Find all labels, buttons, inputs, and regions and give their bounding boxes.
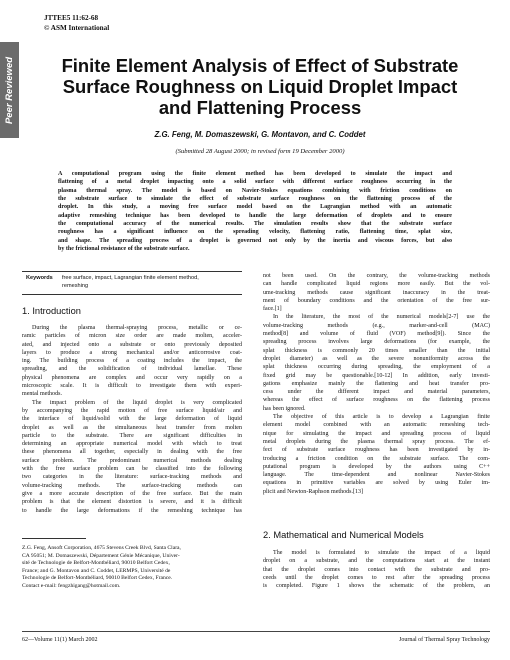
text-line: splat thickness occurring during spreading, the employment of a	[263, 364, 490, 371]
text-line: The objective of this article is to develop a Lagrangian finite	[273, 414, 490, 421]
text-line: give a more accurate description of the free surface. But the main	[22, 490, 242, 497]
text-line: not been used. On the contrary, the volume-tracking methods	[263, 273, 490, 279]
text-line: can handle complicated liquid regions more easily. But the vol-	[263, 281, 490, 288]
abstract	[58, 170, 452, 253]
text-line: that the droplet comes into contact with the substrate and pro-	[263, 566, 490, 573]
text-line: to handle the large deformations if the remeshing technique has	[22, 507, 242, 514]
text-line: droplet as well as the simultaneous heat transfer from molten	[22, 424, 242, 431]
text-line: ume-tracking methods cause significant inaccuracy in the treat-	[263, 289, 490, 296]
text-line: nique for simulating the impact and spreading process of liquid	[263, 430, 490, 437]
paper-title	[40, 55, 480, 118]
journal-header	[44, 14, 109, 33]
keywords-text	[62, 275, 240, 290]
author-affiliations	[22, 545, 242, 591]
text-line: the interface of liquid/solid with the large deformation of liquid	[22, 416, 242, 423]
text-line: layers to produce a strong mechanical and/or anticorrosive coat-	[22, 349, 242, 356]
abstract-line: adaptive remeshing technique has been developed to handle the large deformation of droplets and to ensure	[58, 212, 452, 219]
text-line: ramic particles of micron size order are made molten, acceler-	[22, 333, 242, 340]
text-line: face.[1]	[263, 306, 282, 313]
footer-journal-name: Journal of Thermal Spray Technology	[398, 637, 490, 643]
text-line: has been ignored.	[263, 405, 306, 412]
text-line: ated, and injected onto a substrate or onto previously deposited	[22, 341, 242, 348]
text-line: mental methods.	[22, 391, 62, 398]
text-line: cess under the different impact and material parameters,	[263, 389, 490, 396]
abstract-line: the substrate surface to simulate the effect of substrate surface roughness on the flattening process of the	[58, 196, 452, 203]
title-line: Finite Element Analysis of Effect of Substrate	[61, 55, 459, 76]
peer-reviewed-label: Peer Reviewed	[4, 56, 16, 124]
text-line: particle to the substrate. There are significant difficulties in	[22, 432, 242, 439]
abstract-line: plasma thermal spray. The model is based on Navier-Stokes equations combining with friction conditions on	[58, 187, 452, 194]
keywords-line: free surface, impact, Lagrangian finite element method,	[62, 275, 199, 281]
section-heading-introduction: 1. Introduction	[22, 306, 81, 316]
text-line: metal droplets during the plasma thermal spray process. The ef-	[263, 438, 490, 445]
right-column-text-continued	[263, 549, 490, 590]
text-line: splat thickness is commonly 20 times smaller than the initial	[263, 347, 490, 354]
title-line: and Flattening Process	[158, 97, 362, 118]
abstract-line: A computational program using the finite element method has been developed to simulate the impact and	[58, 171, 452, 177]
text-line: fect of substrate surface roughness has been investigated by in-	[263, 447, 490, 454]
text-line: microscopic scale. It is difficult to investigate them with experi-	[22, 383, 242, 390]
text-line: surface problem. The predominant numerical methods dealing	[22, 457, 242, 464]
text-line: putational program is developed by the authors using C++	[263, 463, 490, 470]
text-line: spreading, and the solidification of individual lamellae. These	[22, 366, 242, 373]
footnote-line: Z.G. Feng, Ansoft Corporation, 4675 Stevens Creek Blvd, Santa Clara,	[22, 545, 181, 551]
text-line: volume-tracking methods. The surface-tracking methods can	[22, 482, 242, 489]
left-column-text	[22, 324, 242, 515]
text-line: whereas the effect of surface roughness on the flattening process	[263, 397, 490, 404]
text-line: plicit and Newton-Raphson methods.[13]	[263, 488, 364, 495]
text-line: with the free surface problem can be classified into the following	[22, 466, 242, 473]
text-line: droplet on a substrate, and the computations start at the instant	[263, 558, 490, 565]
text-line: spreading process involves large deformations (for example, the	[263, 339, 490, 346]
text-line: volume-tracking methods (e.g., marker-and-cell (MAC)	[263, 322, 490, 329]
text-line: physical phenomena are complex and occur very rapidly on a	[22, 374, 242, 381]
submission-dates: (Submitted 28 August 2000; in revised form 19 December 2000)	[175, 148, 345, 155]
text-line: is completed. Figure 1 shows the schematic of the problem, an	[263, 583, 490, 590]
text-line: The impact problem of the liquid droplet is very complicated	[32, 399, 242, 406]
text-line: ing. The building process of a coating includes the impact, the	[22, 358, 242, 365]
text-line: problem is that the element distortion is severe, and it is difficult	[22, 499, 242, 506]
footnote-divider	[22, 538, 86, 539]
text-line: ment of boundary conditions and the orientation of the free sur-	[263, 297, 490, 304]
text-line: In the literature, the most of the numerical models[2-7] use the	[273, 314, 490, 321]
keywords-label: Keywords	[26, 275, 53, 281]
copyright-notice: © ASM International	[44, 23, 110, 32]
text-line: equations in primitive variables are solved by using Euler im-	[263, 480, 490, 487]
footer-volume-info: 62—Volume 11(1) March 2002	[22, 637, 98, 643]
text-line: two categories in the literature: surface-tracking methods and	[22, 474, 242, 481]
abstract-line: flattening of a metal droplet impacting onto a solid surface with different surface roughness occurring in the	[58, 179, 452, 186]
footnote-line: CA 95051; M. Domaszewski, Département Génie Mécanique, Univer-	[22, 552, 180, 559]
text-line: ceeds until the droplet comes to rest after the spreading process	[263, 574, 490, 581]
text-line: language. The time-dependent and nonlinear Navier-Stokes	[263, 472, 490, 479]
abstract-line: and shape. The spreading process of a droplet is governed not only by the inertia and viscous forces, but also	[58, 237, 452, 244]
abstract-line: the computational accuracy of the numerical results. The simulation results show that the substrate surface	[58, 221, 452, 228]
text-line: troducing a friction condition on the substrate surface. The com-	[263, 455, 490, 462]
keywords-box	[22, 271, 242, 295]
text-line: element model combined with an automatic remeshing tech-	[263, 422, 490, 429]
footnote-line: Technologie de Belfort-Montbéliard, 90010 Belfort Cedex, France.	[22, 575, 173, 582]
abstract-line: roughness has a significant influence on the spreading velocity, flattening ratio, flattening time, splat size,	[58, 229, 452, 236]
peer-reviewed-strip	[0, 42, 19, 138]
footnote-line: France; and G. Montavon and C. Coddet, LERMPS, Université de	[22, 567, 171, 574]
keywords-line: remeshing	[62, 282, 89, 289]
text-line: these phenomena all together, especially in dealing with the free	[22, 449, 242, 456]
right-column-text	[263, 272, 490, 496]
contact-email: Contact e-mail: fengzhigang@hotmail.com.	[22, 582, 121, 589]
abstract-line: droplet. In this study, a moving free surface model based on the Lagrangian method with an automatic	[58, 204, 452, 211]
journal-reference: JTTEE5 11:62-68	[44, 14, 99, 22]
text-line: determining an appropriate numerical model with which to treat	[22, 441, 242, 448]
section-heading-models: 2. Mathematical and Numerical Models	[263, 530, 424, 540]
abstract-line: by the frictional resistance of the substrate surface.	[58, 246, 190, 253]
text-line: The model is formulated to simulate the impact of a liquid	[273, 550, 490, 556]
text-line: gations emphasize mainly the flattening and heat transfer pro-	[263, 380, 490, 387]
text-line: by accompanying the rapid motion of free surface liquid/air and	[22, 407, 242, 414]
author-list: Z.G. Feng, M. Domaszewski, G. Montavon, and C. Coddet	[154, 130, 366, 139]
text-line: droplet diameter) as well as the severe nonuniformity across the	[263, 355, 490, 362]
title-line: Surface Roughness on Liquid Droplet Impact	[62, 76, 458, 97]
footer-divider	[22, 631, 490, 632]
footnote-line: sité de Technologie de Belfort-Montbéliard, 90010 Belfort Cedex,	[22, 560, 170, 567]
text-line: fixed grid may be questionable.[10-12] In addition, early investi-	[263, 372, 490, 379]
text-line: method[8] and volume of fluid (VOF) method[9]). Since the	[263, 331, 490, 338]
text-line: During the plasma thermal-spraying process, metallic or ce-	[32, 325, 242, 331]
